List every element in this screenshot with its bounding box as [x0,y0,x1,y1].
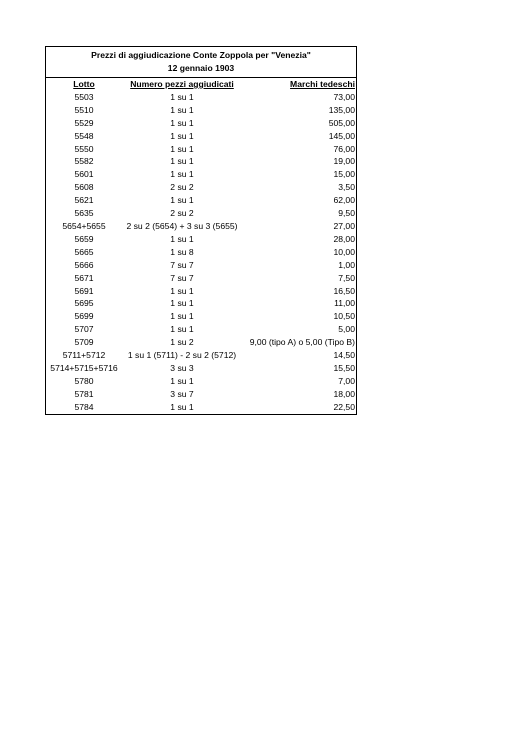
pieces-cell: 1 su 1 [170,311,194,322]
lot-cell: 5665 [74,246,94,257]
column-header-lot: Lotto [73,79,95,89]
pieces-cell: 2 su 2 [170,208,194,219]
table-row [46,362,356,375]
lot-cell: 5635 [74,208,94,219]
pieces-cell: 1 su 1 [170,233,194,244]
pieces-cell: 1 su 8 [170,246,194,257]
title-block [46,47,356,78]
lot-cell: 5608 [74,182,94,193]
pieces-cell: 1 su 1 [170,375,194,386]
price-cell: 11,00 [334,298,355,309]
prices-table [46,78,356,414]
table-row [46,168,356,181]
pieces-cell: 7 su 7 [170,259,194,270]
table-row [46,194,356,207]
table-row [46,388,356,401]
column-header-pieces: Numero pezzi aggiudicati [130,79,234,89]
lot-cell: 5582 [74,156,94,167]
price-cell: 28,00 [333,233,355,244]
table-row [46,143,356,156]
pieces-cell: 1 su 1 [170,117,194,128]
pieces-cell: 1 su 1 [170,130,194,141]
table-row [46,272,356,285]
pieces-cell: 1 su 1 [170,156,194,167]
pieces-cell: 1 su 1 [170,298,194,309]
price-cell: 3,50 [338,182,355,193]
document-date: 12 gennaio 1903 [167,63,235,73]
lot-cell: 5714+5715+5716 [50,362,118,373]
price-cell: 76,00 [333,143,355,154]
price-cell: 27,00 [333,220,355,231]
pieces-cell: 3 su 7 [170,388,194,399]
price-cell: 7,00 [338,375,355,386]
pieces-cell: 1 su 1 [170,401,194,412]
pieces-cell: 1 su 2 [170,337,194,348]
table-row [46,233,356,246]
price-cell: 9,00 (tipo A) o 5,00 (Tipo B) [249,337,355,348]
lot-cell: 5601 [74,169,94,180]
table-row [46,207,356,220]
price-cell: 62,00 [333,195,355,206]
pieces-cell: 1 su 1 [170,91,194,102]
price-cell: 10,50 [333,311,355,322]
lot-cell: 5510 [74,104,94,115]
lot-cell: 5780 [74,375,94,386]
price-cell: 15,00 [333,169,355,180]
price-cell: 14,50 [333,350,355,361]
price-cell: 22,50 [333,401,355,412]
pieces-cell: 1 su 1 [170,285,194,296]
lot-cell: 5548 [74,130,94,141]
price-cell: 15,50 [333,362,355,373]
lot-cell: 5711+5712 [62,350,106,361]
lot-cell: 5695 [74,298,94,309]
table-row [46,323,356,336]
price-cell: 135,00 [328,104,355,115]
table-row [46,285,356,298]
lot-cell: 5671 [74,272,94,283]
document-title: Prezzi di aggiudicazione Conte Zoppola per "Venezia" [91,50,311,60]
pieces-cell: 7 su 7 [170,272,194,283]
table-row [46,349,356,362]
pieces-cell: 1 su 1 [170,143,194,154]
price-sheet [45,46,357,415]
price-cell: 5,00 [338,324,355,335]
pieces-cell: 1 su 1 [170,104,194,115]
table-row [46,117,356,130]
pieces-cell: 1 su 1 (5711) - 2 su 2 (5712) [127,350,237,361]
pieces-cell: 2 su 2 [170,182,194,193]
lot-cell: 5707 [74,324,94,335]
table-row [46,310,356,323]
lot-cell: 5503 [74,91,94,102]
lot-cell: 5529 [74,117,94,128]
table-row [46,375,356,388]
price-cell: 505,00 [328,117,355,128]
lot-cell: 5781 [74,388,94,399]
price-cell: 10,00 [333,246,355,257]
price-cell: 145,00 [328,130,355,141]
table-body [46,91,356,414]
pieces-cell: 2 su 2 (5654) + 3 su 3 (5655) [126,220,238,231]
table-row [46,130,356,143]
price-cell: 9,50 [338,208,355,219]
header-row [46,78,356,91]
table-row [46,259,356,272]
column-header-price: Marchi tedeschi [290,79,355,89]
price-cell: 7,50 [338,272,355,283]
lot-cell: 5699 [74,311,94,322]
table-row [46,91,356,104]
table-row [46,220,356,233]
table-row [46,297,356,310]
price-cell: 73,00 [333,91,355,102]
table-row [46,181,356,194]
lot-cell: 5709 [74,337,94,348]
price-cell: 19,00 [333,156,355,167]
table-row [46,155,356,168]
pieces-cell: 3 su 3 [170,362,194,373]
table-row [46,336,356,349]
price-cell: 16,50 [333,285,355,296]
lot-cell: 5784 [74,401,94,412]
lot-cell: 5666 [74,259,94,270]
lot-cell: 5654+5655 [62,220,106,231]
pieces-cell: 1 su 1 [170,324,194,335]
lot-cell: 5621 [74,195,94,206]
price-cell: 18,00 [333,388,355,399]
lot-cell: 5659 [74,233,94,244]
price-cell: 1,00 [338,259,355,270]
pieces-cell: 1 su 1 [170,195,194,206]
table-row [46,401,356,414]
table-row [46,104,356,117]
lot-cell: 5691 [74,285,94,296]
table-row [46,246,356,259]
pieces-cell: 1 su 1 [170,169,194,180]
lot-cell: 5550 [74,143,94,154]
